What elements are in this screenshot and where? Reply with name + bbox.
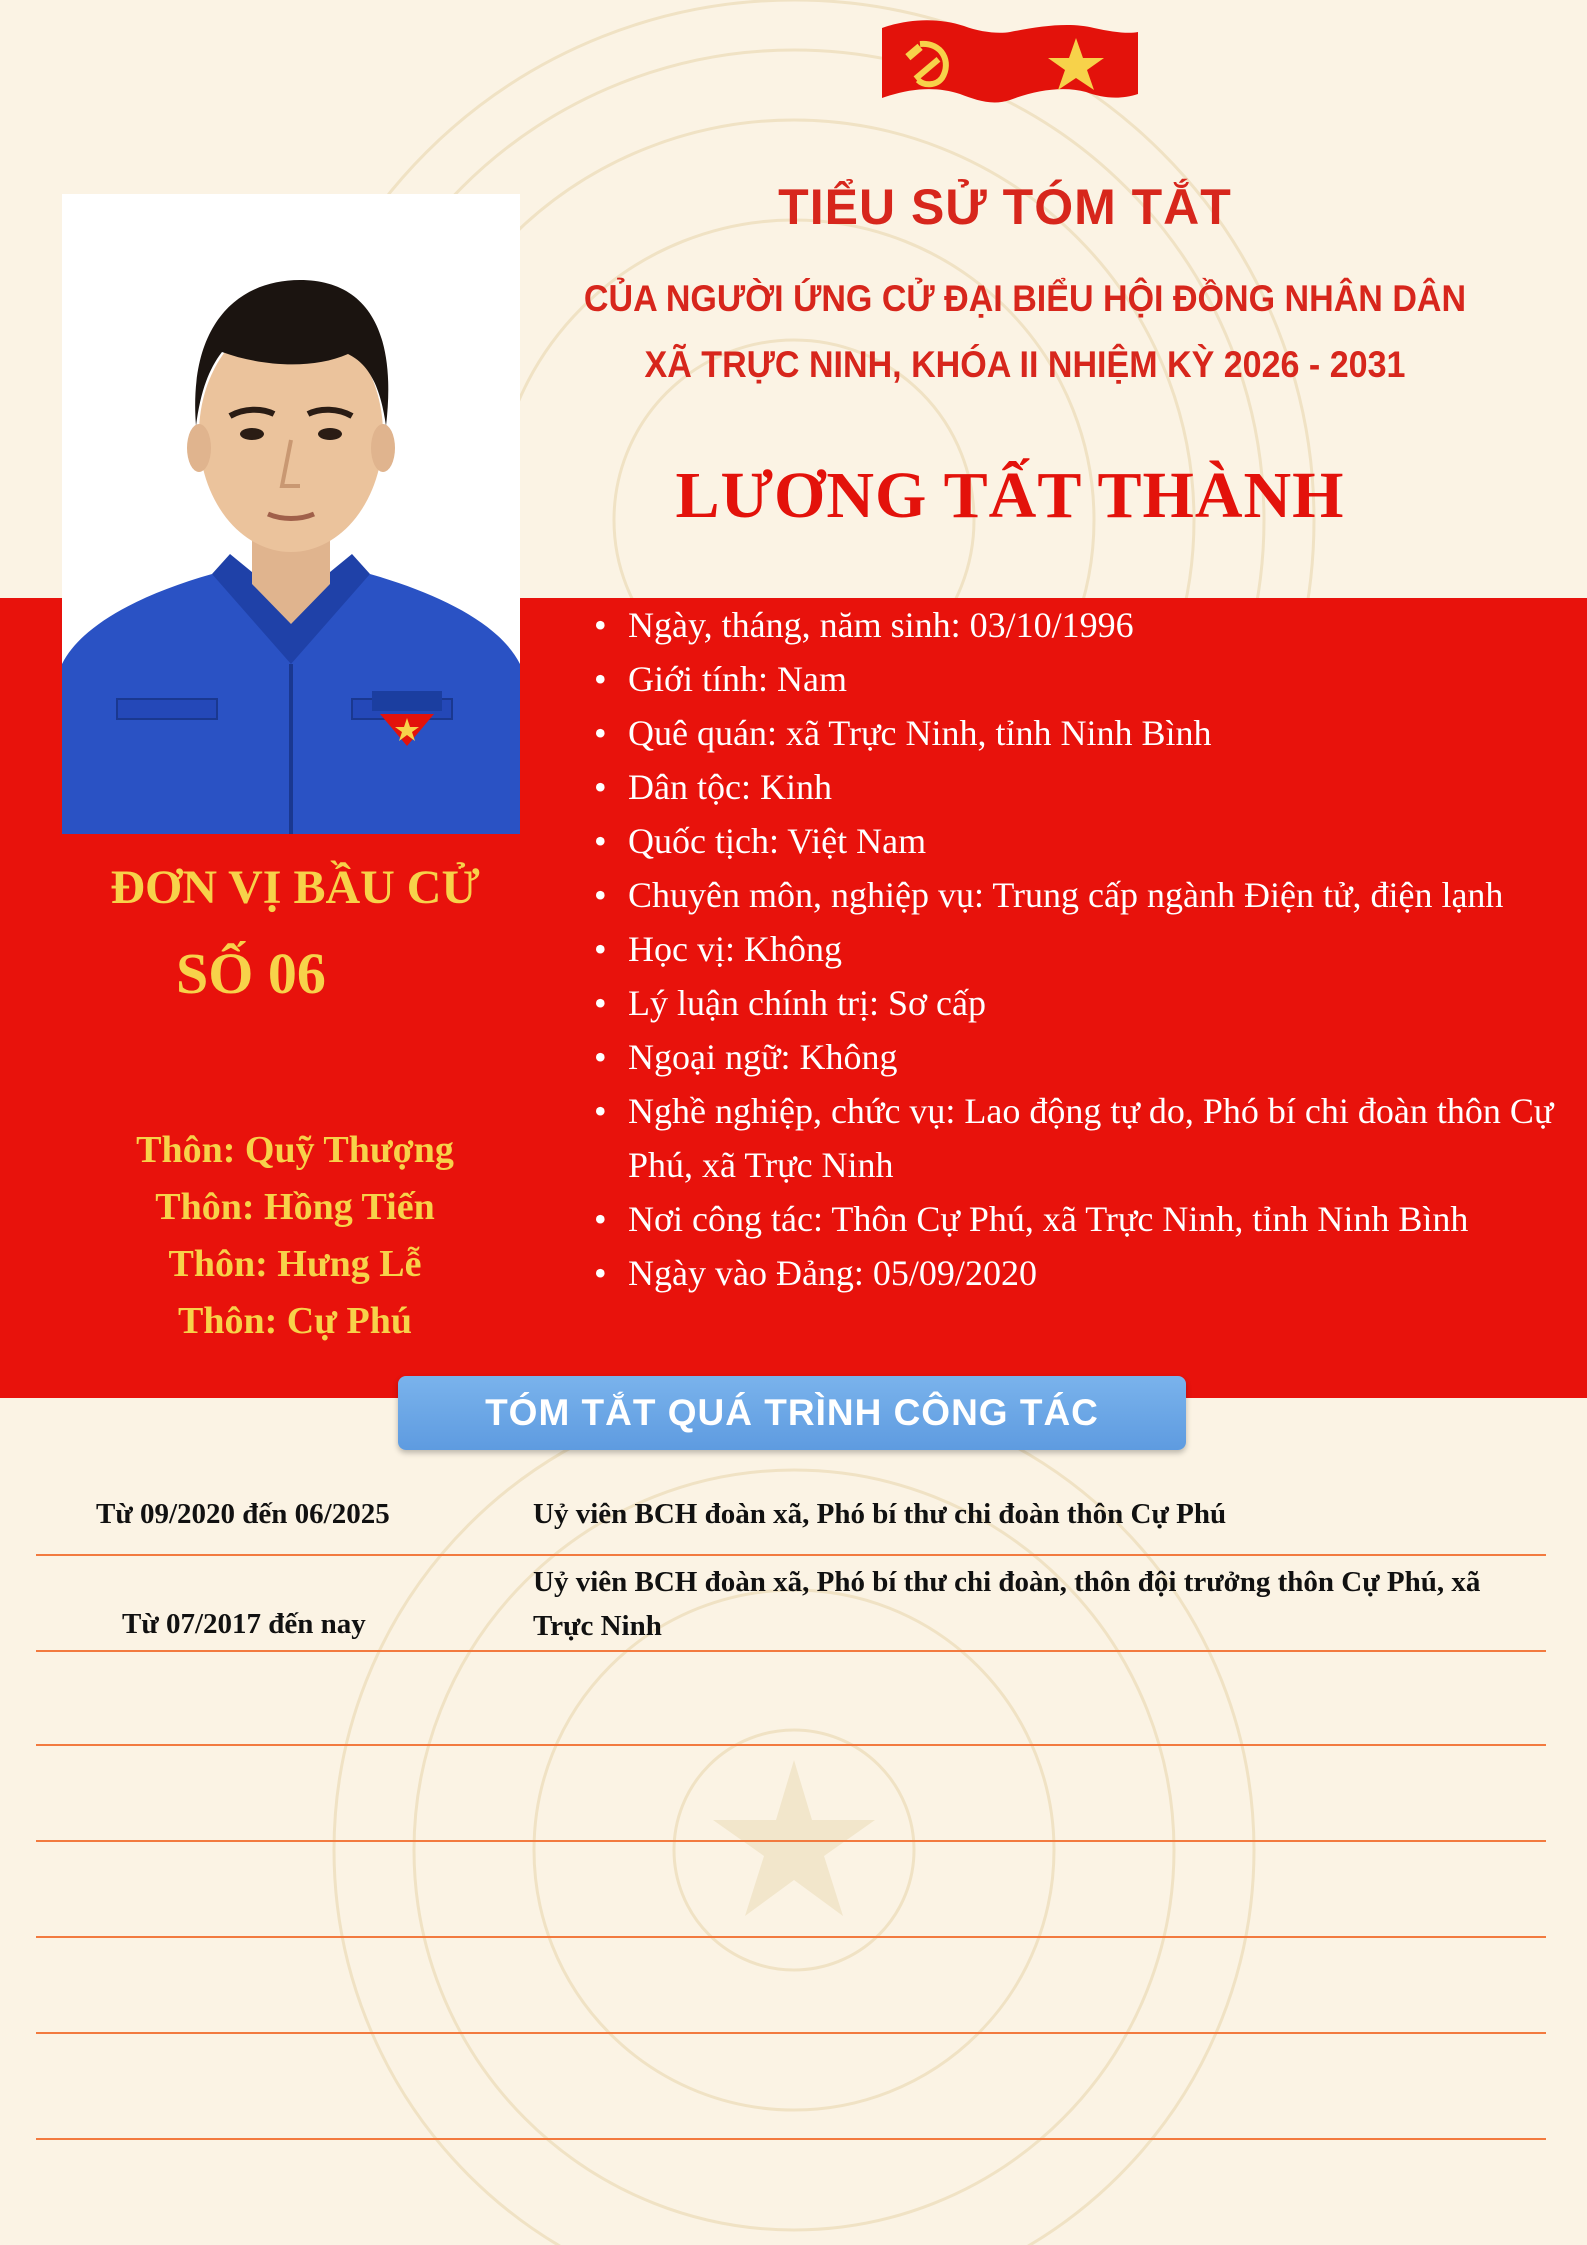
info-occupation: • Nghề nghiệp, chức vụ: Lao động tự do, Phó bí chi đoàn thôn Cự Phú, xã Trực Ninh <box>590 1084 1580 1192</box>
portrait-illustration <box>62 194 520 834</box>
document-title: TIỂU SỬ TÓM TẮT <box>778 179 1232 235</box>
personal-info-list <box>590 598 1580 1300</box>
history-rule <box>36 1744 1546 1746</box>
history-period: Từ 09/2020 đến 06/2025 <box>96 1498 390 1530</box>
constituency-number: SỐ 06 <box>176 941 326 1006</box>
info-degree: • Học vị: Không <box>590 922 1580 976</box>
candidate-name: LƯƠNG TẤT THÀNH <box>675 459 1345 532</box>
village-item: Thôn: Quỹ Thượng <box>136 1129 454 1171</box>
info-workplace: • Nơi công tác: Thôn Cự Phú, xã Trực Ninh, tỉnh Ninh Bình <box>590 1192 1580 1246</box>
document-subtitle-line-1: CỦA NGƯỜI ỨNG CỬ ĐẠI BIỂU HỘI ĐỒNG NHÂN DÂN <box>583 278 1467 319</box>
history-description: Uỷ viên BCH đoàn xã, Phó bí thư chi đoàn thôn Cự Phú <box>533 1498 1227 1530</box>
info-specialization: • Chuyên môn, nghiệp vụ: Trung cấp ngành Điện tử, điện lạnh <box>590 868 1580 922</box>
info-foreign-language: • Ngoại ngữ: Không <box>590 1030 1580 1084</box>
info-gender: • Giới tính: Nam <box>590 652 1580 706</box>
history-rule <box>36 2032 1546 2034</box>
party-flag-icon <box>882 20 1010 102</box>
history-period: Từ 07/2017 đến nay <box>122 1608 366 1640</box>
candidate-portrait <box>62 194 520 834</box>
village-list <box>60 1122 530 1350</box>
village-item: Thôn: Hưng Lễ <box>168 1243 422 1285</box>
history-rule <box>36 1840 1546 1842</box>
info-party-admission-date: • Ngày vào Đảng: 05/09/2020 <box>590 1246 1580 1300</box>
history-rule <box>36 1936 1546 1938</box>
info-political-theory: • Lý luận chính trị: Sơ cấp <box>590 976 1580 1030</box>
history-rule <box>36 2138 1546 2140</box>
work-history-heading: TÓM TẮT QUÁ TRÌNH CÔNG TÁC <box>398 1376 1186 1450</box>
document-subtitle-line-2: XÃ TRỰC NINH, KHÓA II NHIỆM KỲ 2026 - 2031 <box>644 344 1406 385</box>
constituency-label: ĐƠN VỊ BẦU CỬ <box>110 861 480 914</box>
history-rule <box>36 1650 1546 1652</box>
history-description: Uỷ viên BCH đoàn xã, Phó bí thư chi đoàn, thôn đội trưởng thôn Cự Phú, xã Trực Ninh <box>533 1566 1481 1642</box>
info-nationality: • Quốc tịch: Việt Nam <box>590 814 1580 868</box>
info-hometown: • Quê quán: xã Trực Ninh, tỉnh Ninh Bình <box>590 706 1580 760</box>
village-item: Thôn: Cự Phú <box>178 1300 412 1342</box>
national-flag-icon <box>1010 25 1138 100</box>
info-ethnicity: • Dân tộc: Kinh <box>590 760 1580 814</box>
flags-emblem <box>880 14 1140 110</box>
info-birth-date: • Ngày, tháng, năm sinh: 03/10/1996 <box>590 598 1580 652</box>
history-rule <box>36 1554 1546 1556</box>
village-item: Thôn: Hồng Tiến <box>155 1186 435 1228</box>
